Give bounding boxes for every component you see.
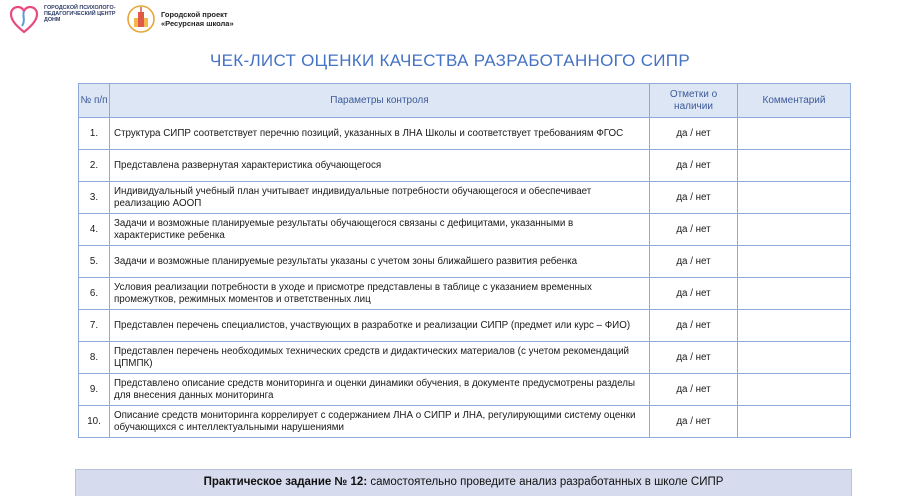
- header-num: № п/п: [79, 84, 110, 118]
- row-number: 8.: [79, 342, 110, 374]
- row-number: 5.: [79, 246, 110, 278]
- logo1-text: ГОРОДСКОЙ ПСИХОЛОГО-ПЕДАГОГИЧЕСКИЙ ЦЕНТР ДОНМ: [44, 5, 116, 24]
- header: [8, 2, 408, 38]
- row-comment: [738, 310, 851, 342]
- table-row: [79, 150, 851, 182]
- project-name: «Ресурсная школа»: [161, 19, 234, 28]
- row-mark: да / нет: [650, 374, 738, 406]
- row-parameter: Представлен перечень необходимых технических средств и дидактических материалов (с учетом рекомендаций ЦПМПК): [110, 342, 650, 374]
- row-mark: да / нет: [650, 310, 738, 342]
- task-label: Практическое задание № 12:: [203, 476, 368, 488]
- task-text: самостоятельно проведите анализ разработанных в школе СИПР: [370, 476, 724, 488]
- row-number: 3.: [79, 182, 110, 214]
- row-comment: [738, 246, 851, 278]
- row-parameter: Представлен перечень специалистов, участвующих в разработке и реализации СИПР (предмет или курс – ФИО): [110, 310, 650, 342]
- row-mark: да / нет: [650, 214, 738, 246]
- row-comment: [738, 342, 851, 374]
- table-row: [79, 342, 851, 374]
- psychology-center-logo-icon: [8, 4, 40, 36]
- page-title: ЧЕК-ЛИСТ ОЦЕНКИ КАЧЕСТВА РАЗРАБОТАННОГО СИПР: [210, 51, 690, 70]
- row-mark: да / нет: [650, 118, 738, 150]
- row-comment: [738, 406, 851, 438]
- practical-task-banner: [75, 469, 852, 496]
- row-number: 10.: [79, 406, 110, 438]
- row-parameter: Представлено описание средств мониторинга и оценки динамики обучения, в документе предусмотрены разделы для внесения данных мониторинга: [110, 374, 650, 406]
- row-comment: [738, 182, 851, 214]
- project-title: [161, 10, 281, 28]
- table-row: [79, 182, 851, 214]
- table-row: [79, 406, 851, 438]
- row-comment: [738, 374, 851, 406]
- header-param: Параметры контроля: [110, 84, 650, 118]
- row-mark: да / нет: [650, 150, 738, 182]
- row-mark: да / нет: [650, 278, 738, 310]
- row-mark: да / нет: [650, 246, 738, 278]
- row-comment: [738, 150, 851, 182]
- row-comment: [738, 278, 851, 310]
- row-parameter: Задачи и возможные планируемые результаты обучающегося связаны с дефицитами, указанными в характеристике ребенка: [110, 214, 650, 246]
- table-row: [79, 374, 851, 406]
- row-number: 4.: [79, 214, 110, 246]
- resource-school-logo-icon: [126, 3, 156, 35]
- row-mark: да / нет: [650, 182, 738, 214]
- table-row: [79, 214, 851, 246]
- row-number: 9.: [79, 374, 110, 406]
- row-comment: [738, 214, 851, 246]
- row-number: 7.: [79, 310, 110, 342]
- row-parameter: Представлена развернутая характеристика обучающегося: [110, 150, 650, 182]
- table-row: [79, 118, 851, 150]
- row-parameter: Условия реализации потребности в уходе и присмотре представлены в таблице с указанием временных промежутков, режимных моментов и ответственных лиц: [110, 278, 650, 310]
- row-parameter: Индивидуальный учебный план учитывает индивидуальные потребности обучающегося и обеспечивает реализацию АООП: [110, 182, 650, 214]
- row-mark: да / нет: [650, 342, 738, 374]
- row-parameter: Задачи и возможные планируемые результаты указаны с учетом зоны ближайшего развития ребенка: [110, 246, 650, 278]
- row-comment: [738, 118, 851, 150]
- row-number: 6.: [79, 278, 110, 310]
- table-row: [79, 246, 851, 278]
- row-mark: да / нет: [650, 406, 738, 438]
- header-mark: Отметки о наличии: [650, 84, 738, 118]
- row-parameter: Структура СИПР соответствует перечню позиций, указанных в ЛНА Школы и соответствует требованиям ФГОС: [110, 118, 650, 150]
- header-comment: Комментарий: [738, 84, 851, 118]
- row-number: 1.: [79, 118, 110, 150]
- table-header-row: [79, 84, 851, 118]
- row-number: 2.: [79, 150, 110, 182]
- row-parameter: Описание средств мониторинга коррелирует с содержанием ЛНА о СИПР и ЛНА, регулирующими систему оценки обучающихся с интеллектуальными нарушениями: [110, 406, 650, 438]
- checklist-table: [78, 83, 851, 438]
- table-row: [79, 310, 851, 342]
- table-row: [79, 278, 851, 310]
- project-label: Городской проект: [161, 10, 228, 19]
